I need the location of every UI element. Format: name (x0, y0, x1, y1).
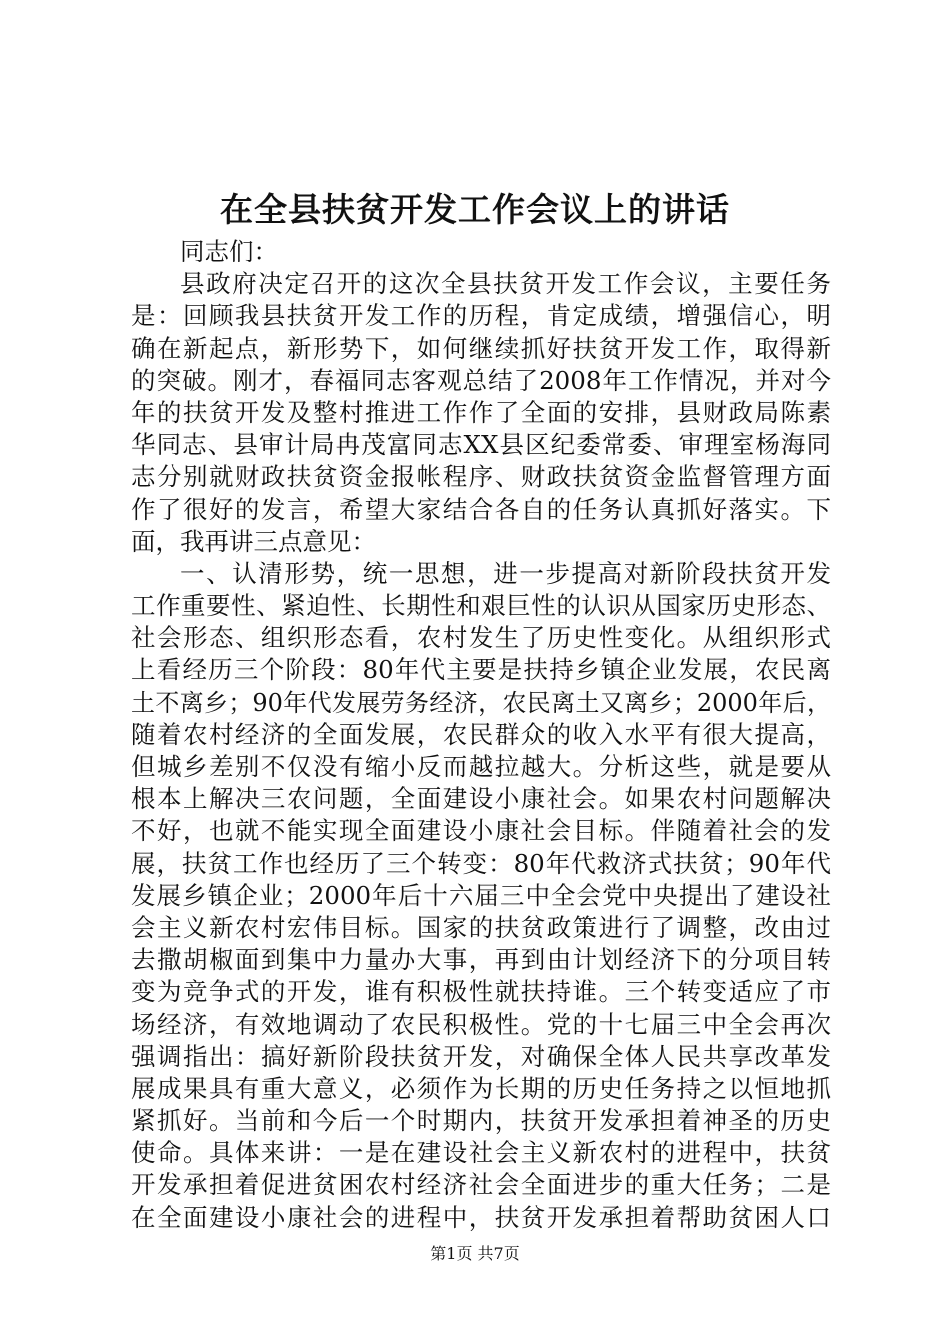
text-line: 不好，也就不能实现全面建设小康社会目标。伴随着社会的发 (131, 816, 831, 846)
text-line: 土不离乡；90年代发展劳务经济，农民离土又离乡；2000年后， (131, 688, 831, 717)
document-title: 在全县扶贫开发工作会议上的讲话 (220, 190, 730, 229)
text-line: 变为竞争式的开发，谁有积极性就扶持谁。三个转变适应了市 (131, 977, 831, 1007)
text-line: 一、认清形势，统一思想，进一步提高对新阶段扶贫开发 (180, 558, 831, 588)
text-line: 同志们： (180, 237, 278, 266)
text-line: 的突破。刚才，春福同志客观总结了2008年工作情况，并对今 (131, 365, 831, 395)
text-line: 展成果具有重大意义，必须作为长期的历史任务持之以恒地抓 (131, 1073, 831, 1103)
document-body (131, 236, 831, 1234)
text-line: 是：回顾我县扶贫开发工作的历程，肯定成绩，增强信心，明 (131, 301, 831, 331)
text-line: 年的扶贫开发及整村推进工作作了全面的安排，县财政局陈素 (131, 397, 831, 427)
text-line: 场经济，有效地调动了农民积极性。党的十七届三中全会再次 (131, 1009, 831, 1039)
text-line: 上看经历三个阶段：80年代主要是扶持乡镇企业发展，农民离 (131, 655, 831, 685)
text-line: 强调指出：搞好新阶段扶贫开发，对确保全体人民共享改革发 (131, 1041, 831, 1071)
text-line: 工作重要性、紧迫性、长期性和艰巨性的认识从国家历史形态、 (131, 591, 831, 621)
text-line: 使命。具体来讲：一是在建设社会主义新农村的进程中，扶贫 (131, 1138, 831, 1168)
page-footer: 第1页 共7页 (430, 1244, 520, 1263)
text-line: 开发承担着促进贫困农村经济社会全面进步的重大任务；二是 (131, 1170, 831, 1200)
text-line: 会主义新农村宏伟目标。国家的扶贫政策进行了调整，改由过 (131, 912, 831, 942)
text-line: 但城乡差别不仅没有缩小反而越拉越大。分析这些，就是要从 (131, 752, 831, 781)
text-line: 根本上解决三农问题，全面建设小康社会。如果农村问题解决 (131, 784, 831, 814)
text-line: 展，扶贫工作也经历了三个转变：80年代救济式扶贫；90年代 (131, 848, 831, 878)
text-line: 确在新起点，新形势下，如何继续抓好扶贫开发工作，取得新 (131, 333, 831, 363)
text-line: 随着农村经济的全面发展，农民群众的收入水平有很大提高， (131, 719, 831, 749)
text-line: 社会形态、组织形态看，农村发生了历史性变化。从组织形式 (131, 623, 831, 653)
text-line: 在全面建设小康社会的进程中，扶贫开发承担着帮助贫困人口 (131, 1202, 831, 1232)
text-line: 志分别就财政扶贫资金报帐程序、财政扶贫资金监督管理方面 (131, 462, 831, 492)
text-line: 面，我再讲三点意见： (131, 526, 376, 556)
text-line: 县政府决定召开的这次全县扶贫开发工作会议，主要任务 (180, 269, 831, 299)
text-line: 华同志、县审计局冉茂富同志XX县区纪委常委、审理室杨海同 (131, 430, 831, 460)
text-line: 作了很好的发言，希望大家结合各自的任务认真抓好落实。下 (131, 494, 831, 524)
text-line: 去撒胡椒面到集中力量办大事，再到由计划经济下的分项目转 (131, 945, 831, 975)
text-line: 发展乡镇企业；2000年后十六届三中全会党中央提出了建设社 (131, 880, 831, 910)
text-line: 紧抓好。当前和今后一个时期内，扶贫开发承担着神圣的历史 (131, 1106, 831, 1136)
